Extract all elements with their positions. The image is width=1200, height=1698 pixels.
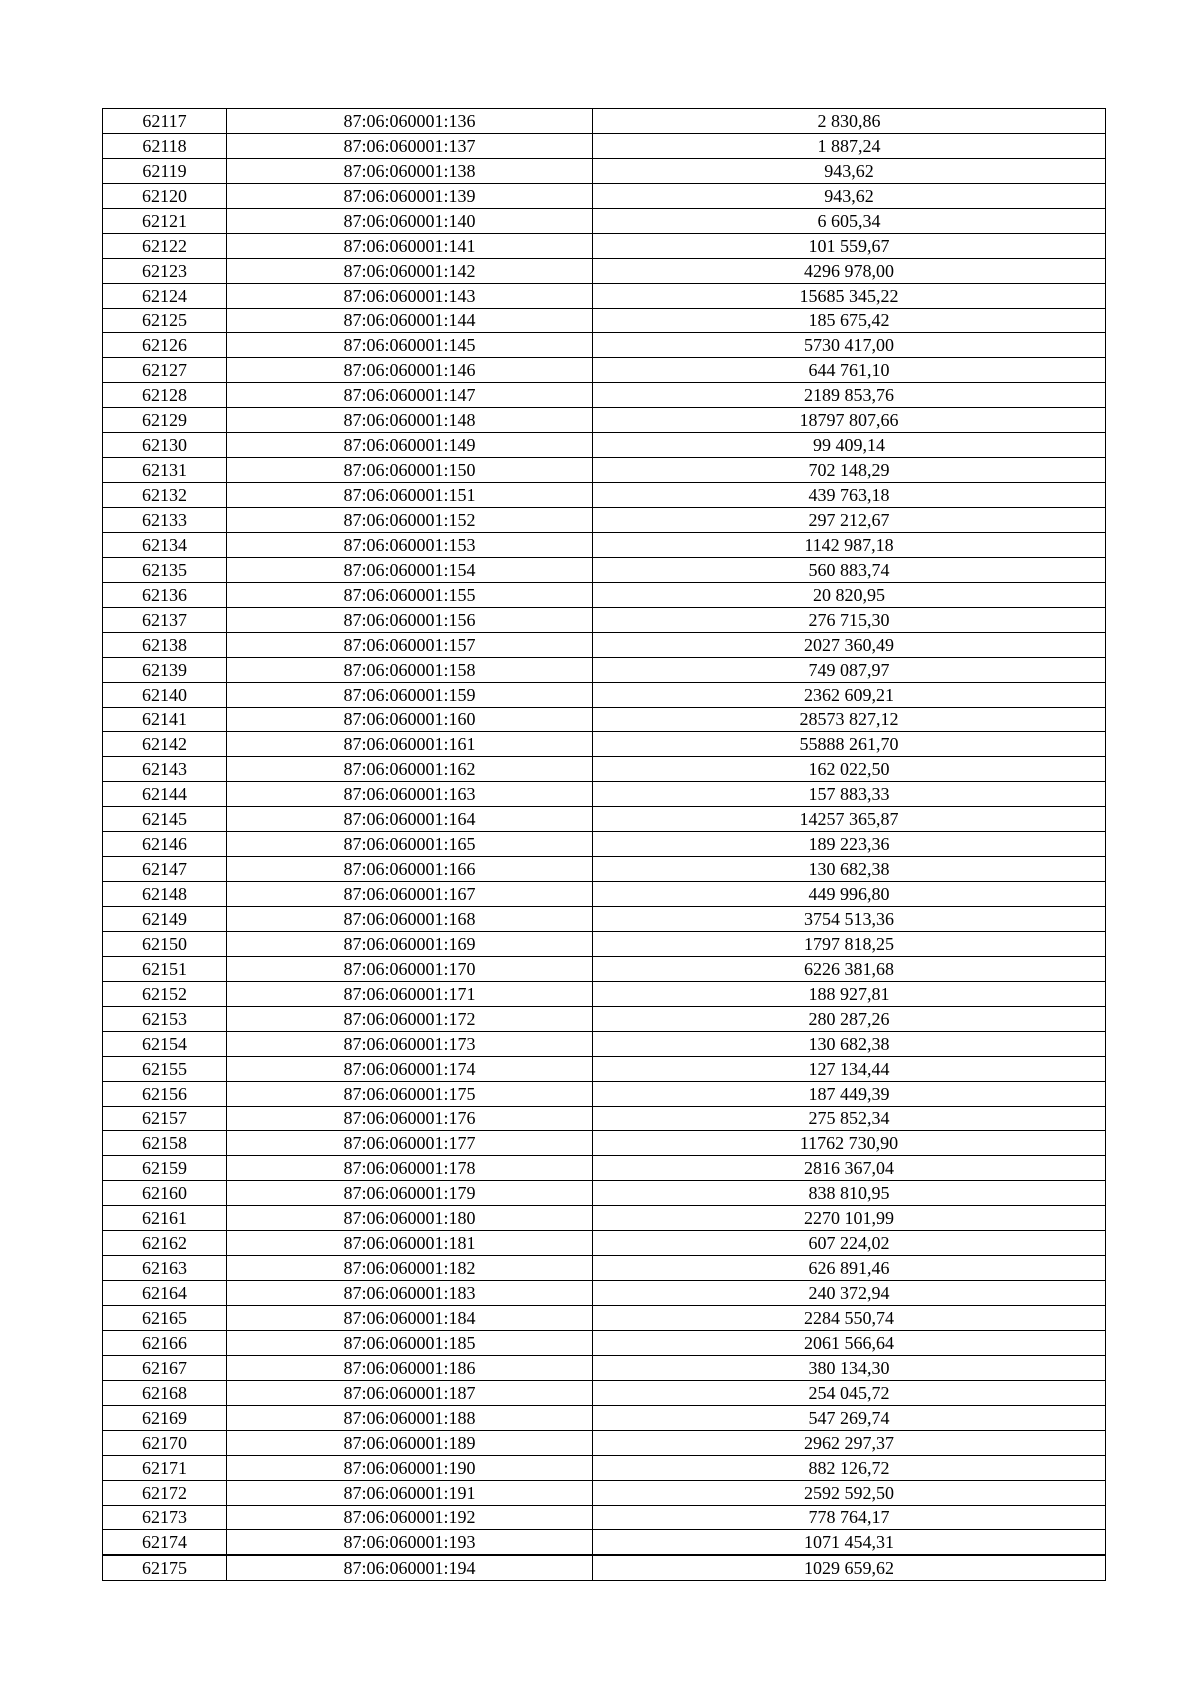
row-number-cell: 62167 xyxy=(103,1355,227,1380)
row-number-cell: 62120 xyxy=(103,183,227,208)
row-number-cell: 62174 xyxy=(103,1530,227,1555)
cadastral-number-cell: 87:06:060001:155 xyxy=(227,582,593,607)
cadastral-number-cell: 87:06:060001:177 xyxy=(227,1131,593,1156)
row-number-cell: 62124 xyxy=(103,283,227,308)
cadastral-value-cell: 943,62 xyxy=(593,183,1106,208)
cadastral-number-cell: 87:06:060001:174 xyxy=(227,1056,593,1081)
table-row xyxy=(103,233,1106,258)
cadastral-value-cell: 2270 101,99 xyxy=(593,1206,1106,1231)
table-row xyxy=(103,931,1106,956)
row-number-cell: 62123 xyxy=(103,258,227,283)
cadastral-number-cell: 87:06:060001:189 xyxy=(227,1430,593,1455)
row-number-cell: 62126 xyxy=(103,333,227,358)
table-row xyxy=(103,532,1106,557)
cadastral-number-cell: 87:06:060001:161 xyxy=(227,732,593,757)
row-number-cell: 62137 xyxy=(103,607,227,632)
cadastral-number-cell: 87:06:060001:148 xyxy=(227,408,593,433)
cadastral-value-cell: 2061 566,64 xyxy=(593,1330,1106,1355)
table-row xyxy=(103,1131,1106,1156)
table-row xyxy=(103,1181,1106,1206)
cadastral-number-cell: 87:06:060001:176 xyxy=(227,1106,593,1131)
cadastral-number-cell: 87:06:060001:158 xyxy=(227,657,593,682)
row-number-cell: 62155 xyxy=(103,1056,227,1081)
row-number-cell: 62163 xyxy=(103,1256,227,1281)
table-row xyxy=(103,807,1106,832)
cadastral-number-cell: 87:06:060001:145 xyxy=(227,333,593,358)
cadastral-value-cell: 5730 417,00 xyxy=(593,333,1106,358)
table-row xyxy=(103,1106,1106,1131)
row-number-cell: 62159 xyxy=(103,1156,227,1181)
table-row xyxy=(103,308,1106,333)
cadastral-value-cell: 882 126,72 xyxy=(593,1455,1106,1480)
row-number-cell: 62173 xyxy=(103,1505,227,1530)
table-row xyxy=(103,333,1106,358)
cadastral-value-cell: 547 269,74 xyxy=(593,1405,1106,1430)
row-number-cell: 62171 xyxy=(103,1455,227,1480)
cadastral-number-cell: 87:06:060001:160 xyxy=(227,707,593,732)
row-number-cell: 62154 xyxy=(103,1031,227,1056)
row-number-cell: 62170 xyxy=(103,1430,227,1455)
table-row xyxy=(103,632,1106,657)
table-row xyxy=(103,607,1106,632)
row-number-cell: 62168 xyxy=(103,1380,227,1405)
row-number-cell: 62139 xyxy=(103,657,227,682)
cadastral-number-cell: 87:06:060001:163 xyxy=(227,782,593,807)
row-number-cell: 62138 xyxy=(103,632,227,657)
table-row xyxy=(103,707,1106,732)
row-number-cell: 62160 xyxy=(103,1181,227,1206)
cadastral-number-cell: 87:06:060001:157 xyxy=(227,632,593,657)
cadastral-number-cell: 87:06:060001:150 xyxy=(227,458,593,483)
cadastral-number-cell: 87:06:060001:169 xyxy=(227,931,593,956)
cadastral-value-cell: 702 148,29 xyxy=(593,458,1106,483)
cadastral-value-cell: 130 682,38 xyxy=(593,1031,1106,1056)
table-row xyxy=(103,383,1106,408)
cadastral-number-cell: 87:06:060001:190 xyxy=(227,1455,593,1480)
cadastral-number-cell: 87:06:060001:137 xyxy=(227,133,593,158)
table-row xyxy=(103,557,1106,582)
cadastral-number-cell: 87:06:060001:156 xyxy=(227,607,593,632)
cadastral-value-cell: 162 022,50 xyxy=(593,757,1106,782)
cadastral-number-cell: 87:06:060001:187 xyxy=(227,1380,593,1405)
cadastral-number-cell: 87:06:060001:138 xyxy=(227,158,593,183)
row-number-cell: 62164 xyxy=(103,1281,227,1306)
cadastral-value-cell: 2 830,86 xyxy=(593,109,1106,134)
table-row xyxy=(103,1081,1106,1106)
cadastral-value-cell: 240 372,94 xyxy=(593,1281,1106,1306)
table-row xyxy=(103,283,1106,308)
cadastral-value-cell: 18797 807,66 xyxy=(593,408,1106,433)
table-row xyxy=(103,1555,1106,1580)
row-number-cell: 62149 xyxy=(103,907,227,932)
cadastral-number-cell: 87:06:060001:147 xyxy=(227,383,593,408)
cadastral-value-cell: 99 409,14 xyxy=(593,433,1106,458)
row-number-cell: 62118 xyxy=(103,133,227,158)
row-number-cell: 62135 xyxy=(103,557,227,582)
table-row xyxy=(103,1355,1106,1380)
cadastral-number-cell: 87:06:060001:194 xyxy=(227,1555,593,1580)
cadastral-number-cell: 87:06:060001:183 xyxy=(227,1281,593,1306)
cadastral-number-cell: 87:06:060001:162 xyxy=(227,757,593,782)
cadastral-number-cell: 87:06:060001:191 xyxy=(227,1480,593,1505)
cadastral-number-cell: 87:06:060001:186 xyxy=(227,1355,593,1380)
cadastral-value-cell: 14257 365,87 xyxy=(593,807,1106,832)
row-number-cell: 62156 xyxy=(103,1081,227,1106)
row-number-cell: 62172 xyxy=(103,1480,227,1505)
row-number-cell: 62152 xyxy=(103,981,227,1006)
cadastral-value-cell: 188 927,81 xyxy=(593,981,1106,1006)
table-row xyxy=(103,907,1106,932)
table-row xyxy=(103,1281,1106,1306)
cadastral-value-cell: 130 682,38 xyxy=(593,857,1106,882)
table-row xyxy=(103,1530,1106,1555)
cadastral-value-cell: 297 212,67 xyxy=(593,508,1106,533)
table-row xyxy=(103,757,1106,782)
table-row xyxy=(103,508,1106,533)
row-number-cell: 62136 xyxy=(103,582,227,607)
cadastral-value-cell: 560 883,74 xyxy=(593,557,1106,582)
cadastral-value-cell: 187 449,39 xyxy=(593,1081,1106,1106)
table-row xyxy=(103,258,1106,283)
table-row xyxy=(103,183,1106,208)
table-row xyxy=(103,582,1106,607)
cadastral-number-cell: 87:06:060001:146 xyxy=(227,358,593,383)
cadastral-value-cell: 280 287,26 xyxy=(593,1006,1106,1031)
cadastral-value-cell: 189 223,36 xyxy=(593,832,1106,857)
cadastral-number-cell: 87:06:060001:153 xyxy=(227,532,593,557)
cadastral-number-cell: 87:06:060001:142 xyxy=(227,258,593,283)
row-number-cell: 62130 xyxy=(103,433,227,458)
table-row xyxy=(103,1505,1106,1530)
cadastral-value-cell: 2816 367,04 xyxy=(593,1156,1106,1181)
row-number-cell: 62134 xyxy=(103,532,227,557)
row-number-cell: 62129 xyxy=(103,408,227,433)
row-number-cell: 62161 xyxy=(103,1206,227,1231)
cadastral-number-cell: 87:06:060001:152 xyxy=(227,508,593,533)
cadastral-number-cell: 87:06:060001:144 xyxy=(227,308,593,333)
cadastral-value-cell: 2027 360,49 xyxy=(593,632,1106,657)
cadastral-value-cell: 55888 261,70 xyxy=(593,732,1106,757)
cadastral-number-cell: 87:06:060001:168 xyxy=(227,907,593,932)
row-number-cell: 62132 xyxy=(103,483,227,508)
table-row xyxy=(103,832,1106,857)
table-row xyxy=(103,1455,1106,1480)
cadastral-number-cell: 87:06:060001:139 xyxy=(227,183,593,208)
row-number-cell: 62133 xyxy=(103,508,227,533)
cadastral-number-cell: 87:06:060001:166 xyxy=(227,857,593,882)
cadastral-value-cell: 1 887,24 xyxy=(593,133,1106,158)
cadastral-value-cell: 6 605,34 xyxy=(593,208,1106,233)
row-number-cell: 62175 xyxy=(103,1555,227,1580)
cadastral-number-cell: 87:06:060001:193 xyxy=(227,1530,593,1555)
cadastral-value-cell: 449 996,80 xyxy=(593,882,1106,907)
cadastral-value-cell: 254 045,72 xyxy=(593,1380,1106,1405)
cadastral-number-cell: 87:06:060001:140 xyxy=(227,208,593,233)
cadastral-value-cell: 20 820,95 xyxy=(593,582,1106,607)
cadastral-value-cell: 2592 592,50 xyxy=(593,1480,1106,1505)
cadastral-value-cell: 778 764,17 xyxy=(593,1505,1106,1530)
cadastral-value-cell: 11762 730,90 xyxy=(593,1131,1106,1156)
cadastral-value-cell: 6226 381,68 xyxy=(593,956,1106,981)
cadastral-value-cell: 4296 978,00 xyxy=(593,258,1106,283)
cadastral-number-cell: 87:06:060001:159 xyxy=(227,682,593,707)
row-number-cell: 62117 xyxy=(103,109,227,134)
table-body xyxy=(103,109,1106,1581)
cadastral-number-cell: 87:06:060001:136 xyxy=(227,109,593,134)
row-number-cell: 62128 xyxy=(103,383,227,408)
cadastral-value-cell: 1142 987,18 xyxy=(593,532,1106,557)
cadastral-value-cell: 838 810,95 xyxy=(593,1181,1106,1206)
cadastral-value-cell: 2284 550,74 xyxy=(593,1306,1106,1331)
row-number-cell: 62143 xyxy=(103,757,227,782)
cadastral-number-cell: 87:06:060001:178 xyxy=(227,1156,593,1181)
table-row xyxy=(103,1430,1106,1455)
cadastral-number-cell: 87:06:060001:164 xyxy=(227,807,593,832)
cadastral-number-cell: 87:06:060001:188 xyxy=(227,1405,593,1430)
cadastral-number-cell: 87:06:060001:165 xyxy=(227,832,593,857)
cadastral-value-cell: 28573 827,12 xyxy=(593,707,1106,732)
cadastral-number-cell: 87:06:060001:175 xyxy=(227,1081,593,1106)
table-row xyxy=(103,981,1106,1006)
cadastral-value-cell: 157 883,33 xyxy=(593,782,1106,807)
row-number-cell: 62158 xyxy=(103,1131,227,1156)
row-number-cell: 62140 xyxy=(103,682,227,707)
cadastral-value-cell: 3754 513,36 xyxy=(593,907,1106,932)
row-number-cell: 62146 xyxy=(103,832,227,857)
cadastral-value-table xyxy=(102,108,1106,1581)
cadastral-number-cell: 87:06:060001:141 xyxy=(227,233,593,258)
table-row xyxy=(103,458,1106,483)
table-row xyxy=(103,782,1106,807)
table-row xyxy=(103,1006,1106,1031)
cadastral-value-cell: 1071 454,31 xyxy=(593,1530,1106,1555)
row-number-cell: 62151 xyxy=(103,956,227,981)
row-number-cell: 62153 xyxy=(103,1006,227,1031)
cadastral-number-cell: 87:06:060001:181 xyxy=(227,1231,593,1256)
cadastral-value-cell: 185 675,42 xyxy=(593,308,1106,333)
table-row xyxy=(103,1031,1106,1056)
table-row xyxy=(103,1306,1106,1331)
cadastral-value-cell: 276 715,30 xyxy=(593,607,1106,632)
table-row xyxy=(103,1480,1106,1505)
row-number-cell: 62162 xyxy=(103,1231,227,1256)
cadastral-number-cell: 87:06:060001:170 xyxy=(227,956,593,981)
table-row xyxy=(103,1380,1106,1405)
table-row xyxy=(103,208,1106,233)
table-row xyxy=(103,158,1106,183)
row-number-cell: 62127 xyxy=(103,358,227,383)
cadastral-value-cell: 380 134,30 xyxy=(593,1355,1106,1380)
cadastral-value-cell: 749 087,97 xyxy=(593,657,1106,682)
cadastral-value-cell: 644 761,10 xyxy=(593,358,1106,383)
cadastral-value-cell: 2962 297,37 xyxy=(593,1430,1106,1455)
cadastral-number-cell: 87:06:060001:167 xyxy=(227,882,593,907)
table-row xyxy=(103,882,1106,907)
row-number-cell: 62121 xyxy=(103,208,227,233)
row-number-cell: 62165 xyxy=(103,1306,227,1331)
cadastral-number-cell: 87:06:060001:151 xyxy=(227,483,593,508)
row-number-cell: 62148 xyxy=(103,882,227,907)
row-number-cell: 62131 xyxy=(103,458,227,483)
cadastral-value-cell: 1029 659,62 xyxy=(593,1555,1106,1580)
row-number-cell: 62122 xyxy=(103,233,227,258)
cadastral-value-cell: 1797 818,25 xyxy=(593,931,1106,956)
table-row xyxy=(103,408,1106,433)
table-row xyxy=(103,358,1106,383)
table-row xyxy=(103,1330,1106,1355)
cadastral-number-cell: 87:06:060001:184 xyxy=(227,1306,593,1331)
cadastral-number-cell: 87:06:060001:149 xyxy=(227,433,593,458)
cadastral-value-cell: 15685 345,22 xyxy=(593,283,1106,308)
cadastral-number-cell: 87:06:060001:154 xyxy=(227,557,593,582)
row-number-cell: 62147 xyxy=(103,857,227,882)
row-number-cell: 62169 xyxy=(103,1405,227,1430)
table-row xyxy=(103,857,1106,882)
cadastral-value-cell: 943,62 xyxy=(593,158,1106,183)
table-row xyxy=(103,133,1106,158)
cadastral-value-cell: 2189 853,76 xyxy=(593,383,1106,408)
table-row xyxy=(103,1156,1106,1181)
row-number-cell: 62141 xyxy=(103,707,227,732)
table-row xyxy=(103,956,1106,981)
cadastral-number-cell: 87:06:060001:185 xyxy=(227,1330,593,1355)
row-number-cell: 62142 xyxy=(103,732,227,757)
table-row xyxy=(103,732,1106,757)
cadastral-number-cell: 87:06:060001:182 xyxy=(227,1256,593,1281)
table-row xyxy=(103,657,1106,682)
table-row xyxy=(103,1256,1106,1281)
table-row xyxy=(103,109,1106,134)
row-number-cell: 62145 xyxy=(103,807,227,832)
cadastral-number-cell: 87:06:060001:172 xyxy=(227,1006,593,1031)
cadastral-number-cell: 87:06:060001:143 xyxy=(227,283,593,308)
row-number-cell: 62157 xyxy=(103,1106,227,1131)
cadastral-value-cell: 439 763,18 xyxy=(593,483,1106,508)
cadastral-value-cell: 626 891,46 xyxy=(593,1256,1106,1281)
table-row xyxy=(103,1231,1106,1256)
cadastral-value-cell: 607 224,02 xyxy=(593,1231,1106,1256)
cadastral-value-cell: 127 134,44 xyxy=(593,1056,1106,1081)
table-row xyxy=(103,1405,1106,1430)
cadastral-value-cell: 101 559,67 xyxy=(593,233,1106,258)
cadastral-value-cell: 275 852,34 xyxy=(593,1106,1106,1131)
row-number-cell: 62119 xyxy=(103,158,227,183)
table-row xyxy=(103,433,1106,458)
cadastral-number-cell: 87:06:060001:171 xyxy=(227,981,593,1006)
table-row xyxy=(103,483,1106,508)
row-number-cell: 62125 xyxy=(103,308,227,333)
table-row xyxy=(103,682,1106,707)
cadastral-number-cell: 87:06:060001:173 xyxy=(227,1031,593,1056)
cadastral-number-cell: 87:06:060001:179 xyxy=(227,1181,593,1206)
table-row xyxy=(103,1056,1106,1081)
cadastral-number-cell: 87:06:060001:192 xyxy=(227,1505,593,1530)
row-number-cell: 62150 xyxy=(103,931,227,956)
row-number-cell: 62144 xyxy=(103,782,227,807)
table-row xyxy=(103,1206,1106,1231)
row-number-cell: 62166 xyxy=(103,1330,227,1355)
cadastral-value-cell: 2362 609,21 xyxy=(593,682,1106,707)
cadastral-number-cell: 87:06:060001:180 xyxy=(227,1206,593,1231)
